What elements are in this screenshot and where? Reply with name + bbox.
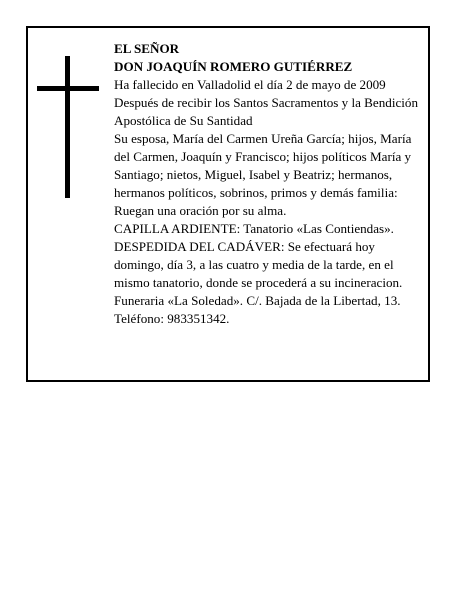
chapel-info: CAPILLA ARDIENTE: Tanatorio «Las Contiendas».	[114, 221, 394, 236]
notice-title-line-1: EL SEÑOR	[114, 41, 180, 56]
prayer-request: Ruegan una oración por su alma.	[114, 203, 287, 218]
farewell-info: DESPEDIDA DEL CADÁVER: Se efectuará hoy domingo, día 3, a las cuatro y media de la tarde, en el mismo tanatorio, donde se procederá a su incineracion.	[114, 239, 403, 290]
notice-text	[114, 40, 426, 328]
sacraments-paragraph: Después de recibir los Santos Sacramentos y la Bendición Apostólica de Su Santidad	[114, 95, 418, 128]
family-paragraph: Su esposa, María del Carmen Ureña García; hijos, María del Carmen, Joaquín y Francisco; hijos políticos María y Santiago; nietos, Miguel, Isabel y Beatriz; hermanos, hermanos políticos, sobrinos, primos y demás familia:	[114, 131, 412, 200]
cross-vertical-bar	[65, 56, 70, 198]
obituary-notice	[26, 26, 430, 382]
death-date-paragraph: Ha fallecido en Valladolid el día 2 de mayo de 2009	[114, 77, 386, 92]
cross-icon	[37, 56, 99, 198]
cross-horizontal-bar	[37, 86, 99, 91]
funeral-home-info: Funeraria «La Soledad». C/. Bajada de la Libertad, 13. Teléfono: 983351342.	[114, 293, 401, 326]
deceased-name: DON JOAQUÍN ROMERO GUTIÉRREZ	[114, 59, 353, 74]
